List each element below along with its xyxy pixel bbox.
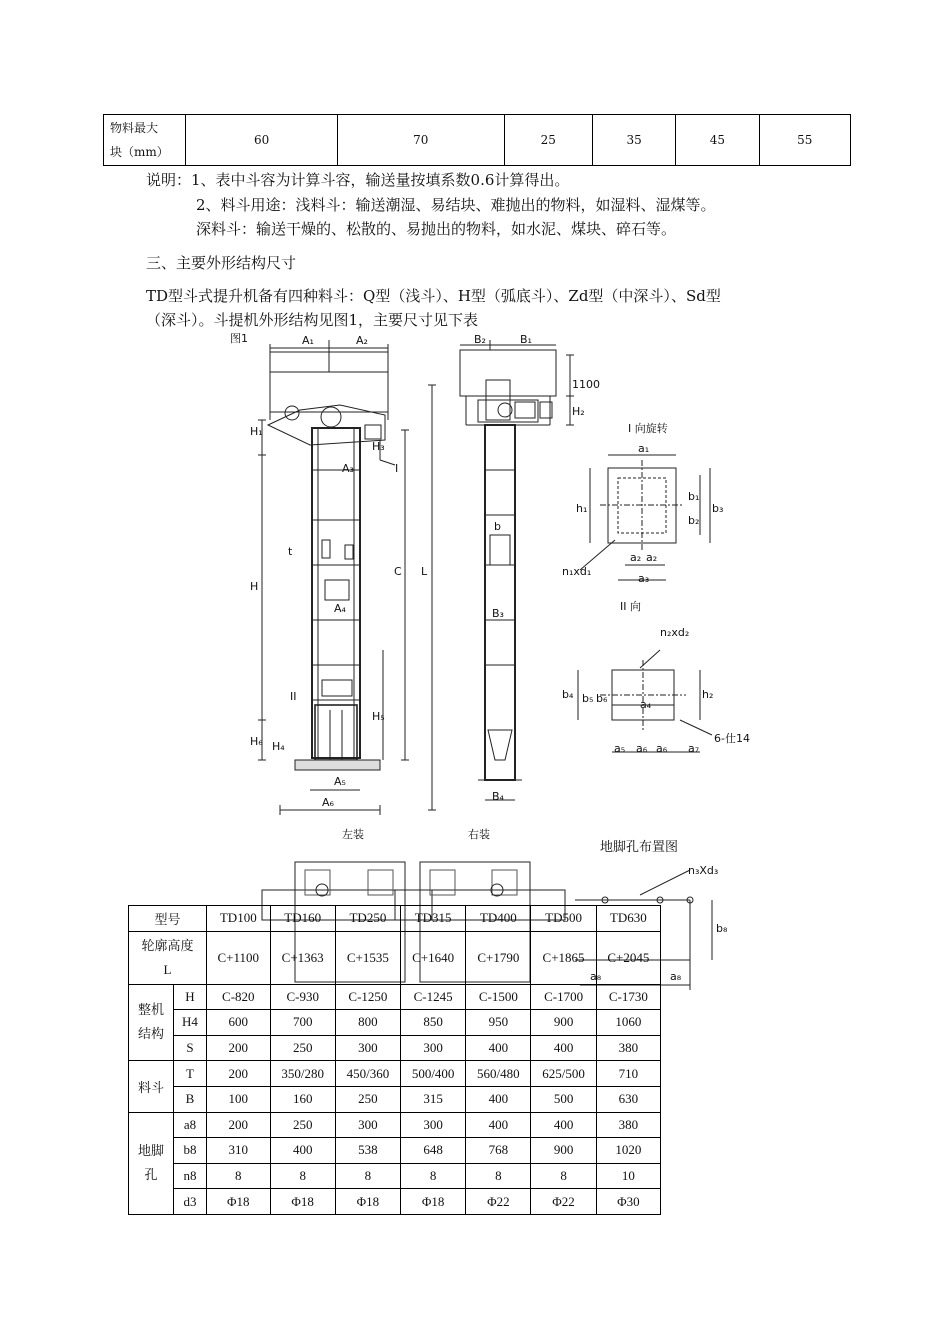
dim-A3: A₃	[342, 462, 354, 475]
table-cell: 250	[335, 1086, 400, 1112]
table-cell: Φ18	[335, 1189, 400, 1215]
group-bucket: 料斗	[129, 1061, 174, 1112]
model-header: TD160	[270, 906, 335, 932]
dim-t: t	[288, 545, 293, 558]
outline-height-label	[129, 931, 207, 984]
dim-B1: B₁	[520, 333, 532, 346]
model-header: TD400	[466, 906, 531, 932]
row-key: H	[174, 984, 207, 1010]
group-foundation	[129, 1112, 174, 1214]
table-cell: 1060	[596, 1010, 660, 1036]
table-cell: 700	[270, 1010, 335, 1036]
dim-b: b	[494, 520, 501, 533]
model-header: TD315	[401, 906, 466, 932]
dim-n2d2: n₂xd₂	[660, 626, 690, 639]
row-key: B	[174, 1086, 207, 1112]
table-cell: C+1865	[531, 931, 596, 984]
view-ii-title: II 向	[620, 600, 641, 613]
row-key: H4	[174, 1010, 207, 1036]
row-key: d3	[174, 1189, 207, 1215]
table-cell: 300	[401, 1035, 466, 1061]
table-cell: 250	[270, 1035, 335, 1061]
hole-note: 6-仕14	[714, 732, 750, 745]
dim-n3d3: n₃Xd₃	[688, 864, 719, 877]
row-key: a8	[174, 1112, 207, 1138]
dim-b2: b₂	[688, 514, 700, 527]
row-key: b8	[174, 1138, 207, 1164]
dim-h2: h₂	[702, 688, 714, 701]
table-cell: 648	[401, 1138, 466, 1164]
view-marker-II: II	[290, 690, 297, 703]
table-row	[129, 1010, 661, 1036]
table-cell: C+1363	[270, 931, 335, 984]
spec-table	[128, 905, 661, 1215]
model-header: TD250	[335, 906, 400, 932]
group-foundation-2: 孔	[144, 1167, 158, 1183]
table-cell: C+1535	[335, 931, 400, 984]
dim-b6: b₆	[596, 692, 608, 705]
table-cell: 400	[531, 1112, 596, 1138]
table-cell: C+1640	[401, 931, 466, 984]
table-cell: 600	[207, 1010, 271, 1036]
dim-a2: a₂	[630, 551, 642, 564]
table-cell: 380	[596, 1112, 660, 1138]
dim-H: H	[250, 580, 259, 593]
section-title: 三、主要外形结构尺寸	[146, 254, 297, 272]
dim-b4: b₄	[562, 688, 574, 701]
dim-B3: B₃	[492, 607, 504, 620]
dim-a2b: a₂	[646, 551, 658, 564]
table-cell: C-1245	[401, 984, 466, 1010]
view-marker-I: I	[395, 462, 399, 475]
table-cell: 768	[466, 1138, 531, 1164]
table-cell: 400	[466, 1035, 531, 1061]
dim-H1: H₁	[250, 425, 263, 438]
table-cell: Φ22	[531, 1189, 596, 1215]
table-cell: 200	[207, 1061, 271, 1087]
group-machine-1: 整机	[137, 1002, 164, 1018]
dim-H4: H₄	[272, 740, 285, 753]
table-row	[129, 1061, 661, 1087]
intro-line-1: TD型斗式提升机备有四种料斗：Q型（浅斗）、H型（弧底斗）、Zd型（中深斗）、Sd型	[146, 287, 721, 305]
table-cell: 500	[531, 1086, 596, 1112]
group-machine	[129, 984, 174, 1061]
dim-B4: B₄	[492, 790, 504, 803]
table-cell: 200	[207, 1035, 271, 1061]
dim-H2: H₂	[572, 405, 585, 418]
model-header: TD500	[531, 906, 596, 932]
dim-a1: a₁	[638, 442, 650, 455]
table-row	[129, 1112, 661, 1138]
table-cell: 160	[270, 1086, 335, 1112]
right-install-caption: 右装	[468, 828, 490, 841]
group-foundation-1: 地脚	[137, 1143, 164, 1159]
table-cell: 8	[531, 1163, 596, 1189]
note-line-3: 深料斗：输送干燥的、松散的、易抛出的物料，如水泥、煤块、碎石等。	[196, 220, 677, 238]
table-cell: 8	[466, 1163, 531, 1189]
table-cell: Φ18	[270, 1189, 335, 1215]
table-cell: 100	[207, 1086, 271, 1112]
table-cell: 380	[596, 1035, 660, 1061]
dim-A6: A₆	[322, 796, 334, 809]
table-cell: C+1790	[466, 931, 531, 984]
note-line-2: 2、料斗用途：浅料斗：输送潮湿、易结块、难抛出的物料，如湿料、湿煤等。	[196, 196, 716, 214]
table-row	[129, 1035, 661, 1061]
dim-H5: H₅	[372, 710, 385, 723]
table-cell: 25	[504, 115, 592, 166]
row-key: S	[174, 1035, 207, 1061]
table-row	[129, 1086, 661, 1112]
dim-C: C	[394, 565, 402, 578]
table-cell: 350/280	[270, 1061, 335, 1087]
table-cell: 315	[401, 1086, 466, 1112]
table-row	[129, 1163, 661, 1189]
header-label: 型号	[129, 906, 207, 932]
dim-b5: b₅	[582, 692, 594, 705]
dim-1100: 1100	[572, 378, 600, 391]
table-cell: C-930	[270, 984, 335, 1010]
dim-A4: A₄	[334, 602, 346, 615]
table-row	[129, 984, 661, 1010]
dim-a3: a₃	[638, 572, 650, 585]
table-cell: Φ18	[207, 1189, 271, 1215]
table-cell: C-820	[207, 984, 271, 1010]
view-i-title: I 向旋转	[628, 422, 668, 435]
table-cell: 710	[596, 1061, 660, 1087]
table-cell: 625/500	[531, 1061, 596, 1087]
table-cell: Φ22	[466, 1189, 531, 1215]
table-cell: 300	[335, 1035, 400, 1061]
table-cell: 8	[401, 1163, 466, 1189]
table-cell: 8	[207, 1163, 271, 1189]
dim-b3: b₃	[712, 502, 724, 515]
table-row	[129, 931, 661, 984]
dim-b8: b₈	[716, 922, 728, 935]
dim-a8b: a₈	[670, 970, 682, 983]
table-cell: C-1700	[531, 984, 596, 1010]
table-cell: 310	[207, 1138, 271, 1164]
model-header: TD100	[207, 906, 271, 932]
left-install-caption: 左装	[342, 828, 364, 841]
dim-B2: B₂	[474, 333, 486, 346]
table-cell: C+1100	[207, 931, 271, 984]
table-cell: C+2045	[596, 931, 660, 984]
figure-number: 图1	[230, 332, 248, 345]
table-cell: 8	[335, 1163, 400, 1189]
table-cell: 8	[270, 1163, 335, 1189]
table-cell: Φ18	[401, 1189, 466, 1215]
table-cell: 55	[759, 115, 850, 166]
table-cell: 60	[186, 115, 338, 166]
table-cell: Φ30	[596, 1189, 660, 1215]
table-cell: 300	[335, 1112, 400, 1138]
front-view	[460, 340, 574, 800]
group-machine-2: 结构	[137, 1026, 164, 1042]
table-cell: C-1730	[596, 984, 660, 1010]
dim-a7: a₇	[688, 742, 700, 755]
table-cell: 400	[531, 1035, 596, 1061]
foundation-title: 地脚孔布置图	[600, 840, 679, 855]
dim-a4: a₄	[640, 698, 652, 711]
outline-label-2: L	[163, 961, 172, 977]
table-cell: 800	[335, 1010, 400, 1036]
table-cell: 45	[676, 115, 759, 166]
table-cell: 200	[207, 1112, 271, 1138]
table-cell: 850	[401, 1010, 466, 1036]
dim-L: L	[421, 565, 428, 578]
dim-a6: a₆	[636, 742, 648, 755]
dim-A1: A₁	[302, 334, 314, 347]
table-cell: C-1250	[335, 984, 400, 1010]
dim-b1: b₁	[688, 490, 700, 503]
dim-a8: a₈	[590, 970, 602, 983]
table-cell: 500/400	[401, 1061, 466, 1087]
table-cell: 70	[337, 115, 504, 166]
dim-a5: a₅	[614, 742, 626, 755]
row-header-line1: 物料最大	[110, 121, 159, 135]
table-cell: 950	[466, 1010, 531, 1036]
table-cell: 1020	[596, 1138, 660, 1164]
note-line-1: 说明：1、表中斗容为计算斗容，输送量按填系数0.6计算得出。	[146, 171, 570, 189]
row-key: T	[174, 1061, 207, 1087]
intro-line-2: （深斗）。斗提机外形结构见图1，主要尺寸见下表	[146, 311, 479, 329]
table-cell: 450/360	[335, 1061, 400, 1087]
table-cell: 538	[335, 1138, 400, 1164]
table-cell: 900	[531, 1138, 596, 1164]
table-cell: 250	[270, 1112, 335, 1138]
table-cell: 900	[531, 1010, 596, 1036]
model-header: TD630	[596, 906, 660, 932]
table-cell: C-1500	[466, 984, 531, 1010]
table-cell: 10	[596, 1163, 660, 1189]
outline-label-1: 轮廓高度	[141, 937, 194, 953]
dim-h1: h₁	[576, 502, 588, 515]
table-row	[129, 1138, 661, 1164]
dim-A5: A₅	[334, 775, 346, 788]
table-row	[129, 906, 661, 932]
table-cell: 560/480	[466, 1061, 531, 1087]
table-cell: 400	[466, 1086, 531, 1112]
table-cell: 630	[596, 1086, 660, 1112]
dim-n1d1: n₁xd₁	[562, 565, 592, 578]
dim-A2: A₂	[356, 334, 368, 347]
table-cell: 400	[270, 1138, 335, 1164]
table-cell: 35	[592, 115, 675, 166]
table-cell: 400	[466, 1112, 531, 1138]
table-cell: 300	[401, 1112, 466, 1138]
dim-H3: H₃	[372, 440, 385, 453]
dim-H6: H₆	[250, 735, 263, 748]
row-header-line2: 块（mm）	[110, 145, 169, 159]
row-key: n8	[174, 1163, 207, 1189]
dim-a6b: a₆	[656, 742, 668, 755]
table-row	[129, 1189, 661, 1215]
